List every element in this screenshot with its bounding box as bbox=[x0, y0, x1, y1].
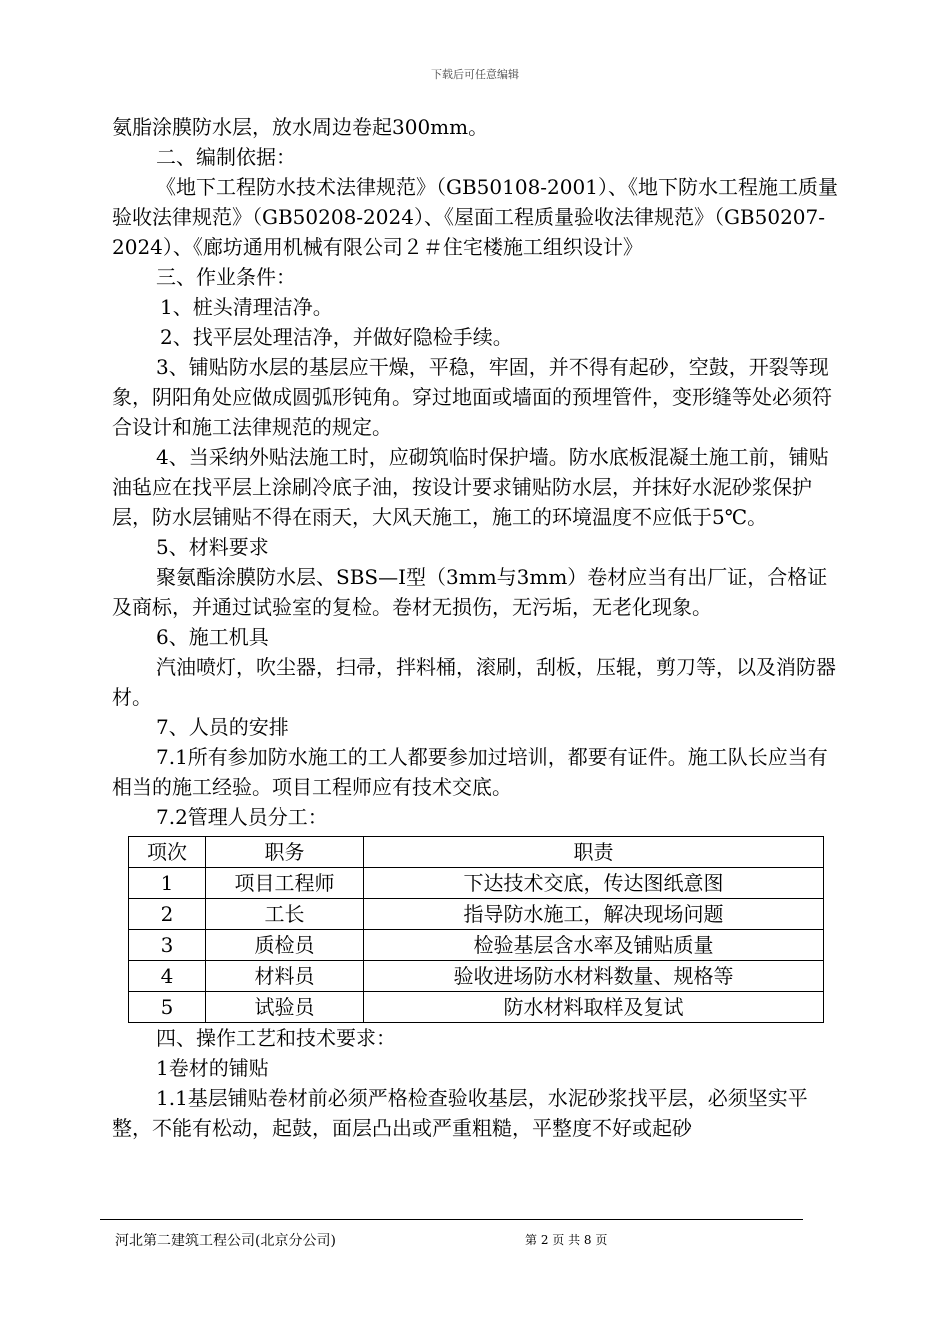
table-header: 职务 bbox=[206, 837, 364, 868]
section-heading: 三、作业条件： bbox=[156, 265, 296, 289]
header-note: 下载后可任意编辑 bbox=[431, 68, 519, 81]
footer-company: 河北第二建筑工程公司(北京分公司) bbox=[115, 1233, 336, 1249]
table-row bbox=[129, 899, 824, 930]
list-item: 4、当采纳外贴法施工时，应砌筑临时保护墙。防水底板混凝土施工前，铺贴油毡应在找平层上涂刷冷底子油，按设计要求铺贴防水层，并抹好水泥砂浆保护层，防水层铺贴不得在雨天，大风天施工，施工的环境温度不应低于5℃。 bbox=[112, 445, 829, 529]
table-cell: 防水材料取样及复试 bbox=[364, 992, 824, 1023]
subsection-heading: 5、材料要求 bbox=[156, 535, 269, 559]
paragraph: 《地下工程防水技术法律规范》（GB50108-2001）、《地下防水工程施工质量验收法律规范》（GB50208-2024）、《屋面工程质量验收法律规范》（GB50207-2024）、《廊坊通用机械有限公司２＃住宅楼施工组织设计》 bbox=[112, 175, 838, 259]
section-heading: 二、编制依据： bbox=[156, 145, 296, 169]
section-heading: 四、操作工艺和技术要求： bbox=[156, 1026, 396, 1050]
table-row bbox=[129, 961, 824, 992]
table-cell: 材料员 bbox=[206, 961, 364, 992]
document-body bbox=[112, 112, 840, 1143]
paragraph: 汽油喷灯，吹尘器，扫帚，拌料桶，滚刷，刮板，压辊，剪刀等，以及消防器材。 bbox=[112, 655, 836, 709]
duty-table bbox=[128, 836, 824, 1023]
table-header: 职责 bbox=[364, 837, 824, 868]
table-header: 项次 bbox=[129, 837, 206, 868]
subsection-heading: 6、施工机具 bbox=[156, 625, 269, 649]
table-cell: 4 bbox=[129, 961, 206, 992]
table-cell: 验收进场防水材料数量、规格等 bbox=[364, 961, 824, 992]
paragraph: 7.2管理人员分工： bbox=[156, 805, 328, 829]
table-cell: 项目工程师 bbox=[206, 868, 364, 899]
list-item: 1、桩头清理洁净。 bbox=[160, 295, 333, 319]
paragraph: 7.1所有参加防水施工的工人都要参加过培训，都要有证件。施工队长应当有相当的施工经验。项目工程师应有技术交底。 bbox=[112, 745, 828, 799]
footer-divider bbox=[100, 1219, 803, 1220]
list-item: 2、找平层处理洁净，并做好隐检手续。 bbox=[160, 325, 513, 349]
subsection-heading: 7、人员的安排 bbox=[156, 715, 289, 739]
paragraph: 1.1基层铺贴卷材前必须严格检查验收基层，水泥砂浆找平层，必须坚实平整，不能有松动，起鼓，面层凸出或严重粗糙，平整度不好或起砂 bbox=[112, 1086, 808, 1140]
table-cell: 2 bbox=[129, 899, 206, 930]
table-cell: 检验基层含水率及铺贴质量 bbox=[364, 930, 824, 961]
table-cell: 质检员 bbox=[206, 930, 364, 961]
table-row bbox=[129, 992, 824, 1023]
paragraph: 氨脂涂膜防水层，放水周边卷起300mm。 bbox=[112, 115, 489, 139]
table-cell: 5 bbox=[129, 992, 206, 1023]
table-row bbox=[129, 930, 824, 961]
table-row bbox=[129, 868, 824, 899]
table-cell: 工长 bbox=[206, 899, 364, 930]
subsection-heading: 1卷材的铺贴 bbox=[156, 1056, 269, 1080]
table-header-row bbox=[129, 837, 824, 868]
footer-page-number: 第 2 页 共 8 页 bbox=[525, 1233, 608, 1247]
table-cell: 指导防水施工，解决现场问题 bbox=[364, 899, 824, 930]
list-item: 3、铺贴防水层的基层应干燥，平稳，牢固，并不得有起砂，空鼓，开裂等现象，阴阳角处应做成圆弧形钝角。穿过地面或墙面的预埋管件，变形缝等处必须符合设计和施工法律规范的规定。 bbox=[112, 355, 832, 439]
table-cell: 1 bbox=[129, 868, 206, 899]
table-cell: 试验员 bbox=[206, 992, 364, 1023]
table-cell: 3 bbox=[129, 930, 206, 961]
table-cell: 下达技术交底，传达图纸意图 bbox=[364, 868, 824, 899]
paragraph: 聚氨酯涂膜防水层、SBS—Ⅰ型（3mm与3mm）卷材应当有出厂证，合格证及商标，并通过试验室的复检。卷材无损伤，无污垢，无老化现象。 bbox=[112, 565, 828, 619]
